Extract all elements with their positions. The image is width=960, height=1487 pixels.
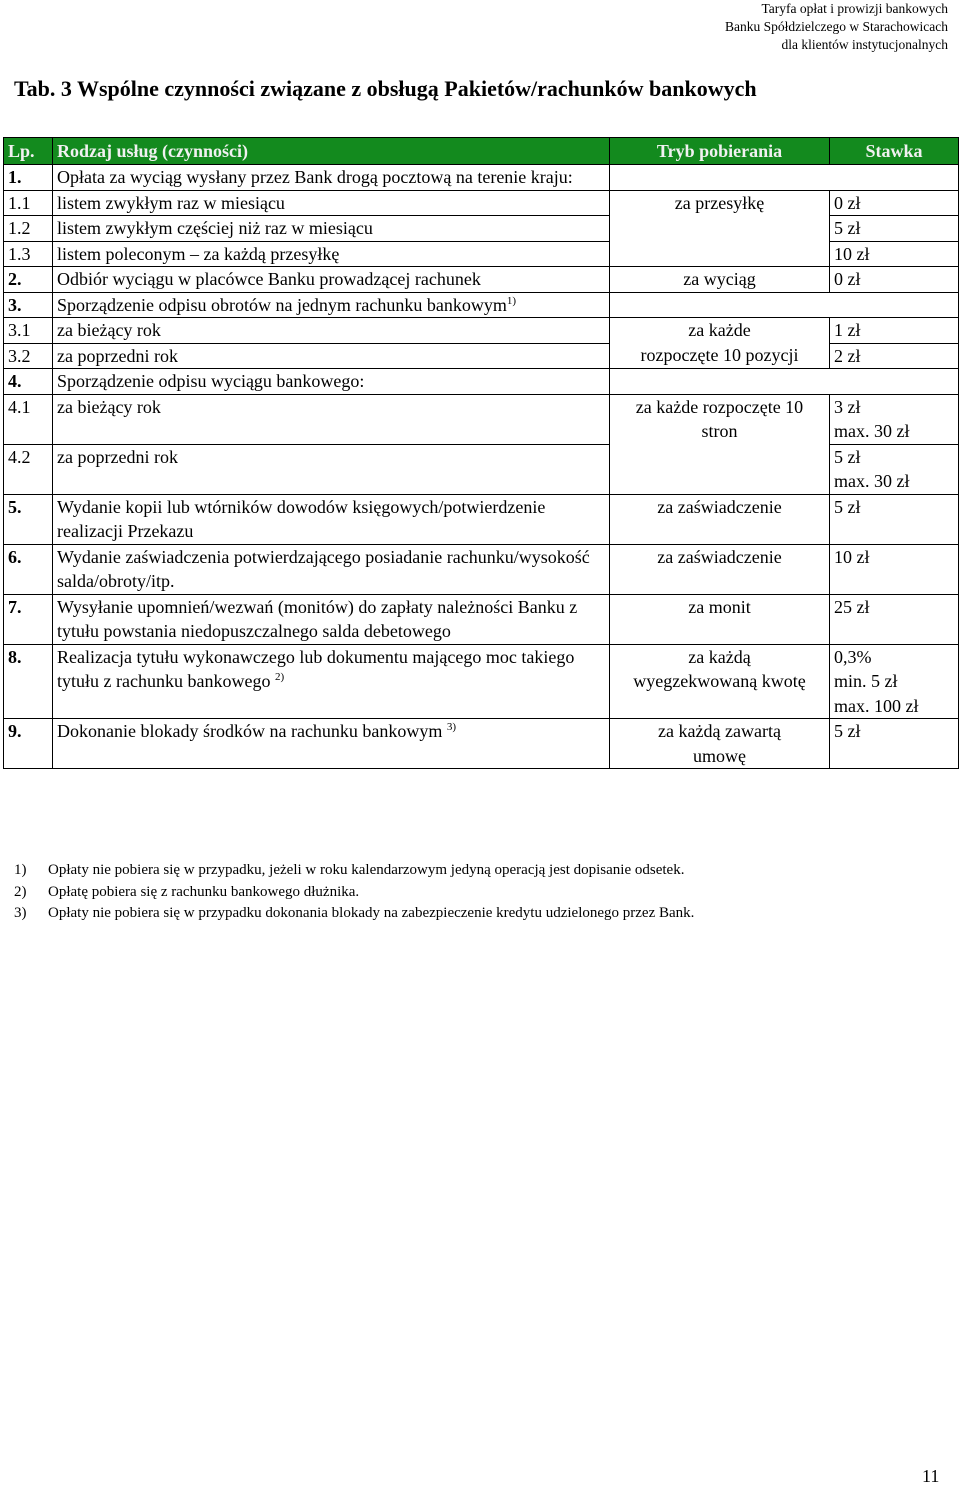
- table-row: [4, 544, 959, 594]
- row-lp: 9.: [4, 719, 53, 769]
- row-mode: za monit: [610, 594, 830, 644]
- row-lp: 3.1: [4, 318, 53, 344]
- row-rate: 25 zł: [830, 594, 959, 644]
- header-mode: Tryb pobierania: [610, 138, 830, 165]
- table-row: [4, 165, 959, 191]
- rate-line: max. 100 zł: [834, 695, 919, 716]
- row-mode: za każdą wyegzekwowaną kwotę: [610, 644, 830, 719]
- row-desc: Wydanie kopii lub wtórników dowodów księgowych/potwierdzenie realizacji Przekazu: [53, 494, 610, 544]
- row-desc: [53, 719, 610, 769]
- footnote-key: 2): [14, 883, 27, 900]
- footnote-ref: 2): [274, 671, 285, 683]
- row-lp: 1.2: [4, 216, 53, 242]
- header-service: Rodzaj usług (czynności): [53, 138, 610, 165]
- row-lp: 7.: [4, 594, 53, 644]
- row-lp: 3.2: [4, 343, 53, 369]
- row-empty: [610, 165, 959, 191]
- row-mode-line: rozpoczęte 10 pozycji: [640, 344, 799, 365]
- footnote: [14, 860, 694, 882]
- header-line-2: Banku Spółdzielczego w Starachowicach: [724, 19, 948, 34]
- row-rate: [830, 394, 959, 444]
- footnote-ref: 1): [506, 294, 517, 307]
- row-mode: za przesyłkę: [610, 190, 830, 267]
- table-row: [4, 594, 959, 644]
- footnote: [14, 903, 694, 925]
- rate-line: min. 5 zł: [834, 671, 898, 691]
- table-row: [4, 292, 959, 318]
- row-desc: listem zwykłym częściej niż raz w miesiącu: [53, 216, 610, 242]
- row-rate: 5 zł: [830, 216, 959, 242]
- row-lp: 4.: [4, 369, 53, 395]
- row-rate: 1 zł: [830, 318, 959, 344]
- table-row: [4, 318, 959, 344]
- row-lp: 2.: [4, 267, 53, 293]
- document-header: [725, 0, 948, 54]
- row-rate: 10 zł: [830, 241, 959, 267]
- row-desc: Odbiór wyciągu w placówce Banku prowadzącej rachunek: [53, 267, 610, 293]
- row-rate: 2 zł: [830, 343, 959, 369]
- table-row: [4, 644, 959, 719]
- footnote: [14, 882, 694, 904]
- row-lp: 1.1: [4, 190, 53, 216]
- row-lp: 8.: [4, 644, 53, 719]
- row-rate: 0 zł: [830, 267, 959, 293]
- header-line-1: Taryfa opłat i prowizji bankowych: [761, 1, 948, 16]
- footnote-text: Opłaty nie pobiera się w przypadku, jeżeli w roku kalendarzowym jedyną operacją jest dopisanie odsetek.: [48, 862, 685, 878]
- row-empty: [610, 292, 959, 318]
- row-rate: 5 zł: [830, 719, 959, 769]
- page-number: 11: [922, 1466, 940, 1486]
- row-desc-text: Sporządzenie odpisu obrotów na jednym rachunku bankowym: [57, 294, 507, 315]
- row-desc: Opłata za wyciąg wysłany przez Bank drogą pocztową na terenie kraju:: [53, 165, 610, 191]
- table-row: [4, 494, 959, 544]
- row-desc: Sporządzenie odpisu wyciągu bankowego:: [53, 369, 610, 395]
- row-empty: [610, 369, 959, 395]
- row-rate: 0 zł: [830, 190, 959, 216]
- row-desc: za bieżący rok: [53, 394, 610, 444]
- row-desc: listem zwykłym raz w miesiącu: [53, 190, 610, 216]
- table-header-row: [4, 138, 959, 165]
- rate-line: 5 zł: [834, 446, 861, 467]
- row-mode: [610, 318, 830, 369]
- rate-line: max. 30 zł: [834, 421, 910, 441]
- footnote-text: Opłaty nie pobiera się w przypadku dokonania blokady na zabezpieczenie kredytu udzielonego przez Bank.: [48, 905, 695, 921]
- header-line-3: dla klientów instytucjonalnych: [781, 37, 948, 52]
- row-mode: za zaświadczenie: [610, 544, 830, 594]
- row-rate: [830, 644, 959, 719]
- rate-line: max. 30 zł: [834, 471, 910, 491]
- row-mode: za wyciąg: [610, 267, 830, 293]
- row-lp: 1.3: [4, 241, 53, 267]
- row-lp: 4.2: [4, 444, 53, 494]
- fees-table: [3, 137, 959, 769]
- row-desc: za poprzedni rok: [53, 343, 610, 369]
- row-desc-text: Realizacja tytułu wykonawczego lub dokumentu mającego moc takiego tytułu z rachunku bankowego: [57, 646, 575, 691]
- row-rate: 10 zł: [830, 544, 959, 594]
- footnote-text: Opłatę pobiera się z rachunku bankowego dłużnika.: [48, 883, 360, 900]
- rate-line: 3 zł: [834, 396, 861, 417]
- row-desc: za poprzedni rok: [53, 444, 610, 494]
- row-rate: 5 zł: [830, 494, 959, 544]
- table-row: [4, 369, 959, 395]
- row-desc: [53, 644, 610, 719]
- row-desc: [53, 292, 610, 318]
- rate-line: 0,3%: [834, 646, 872, 667]
- row-lp: 6.: [4, 544, 53, 594]
- row-mode: za każdą zawartą umowę: [610, 719, 830, 769]
- header-rate: Stawka: [830, 138, 959, 165]
- row-lp: 1.: [4, 165, 53, 191]
- row-desc-text: Dokonanie blokady środków na rachunku bankowym: [57, 721, 443, 741]
- row-desc: za bieżący rok: [53, 318, 610, 344]
- footnote-key: 3): [14, 905, 27, 921]
- row-lp: 4.1: [4, 394, 53, 444]
- table-row: [4, 719, 959, 769]
- footnotes: [14, 860, 694, 925]
- row-mode: za zaświadczenie: [610, 494, 830, 544]
- row-rate: [830, 444, 959, 494]
- row-mode-line: za każde: [688, 320, 751, 340]
- row-desc: listem poleconym – za każdą przesyłkę: [53, 241, 610, 267]
- footnote-ref: 3): [446, 721, 457, 733]
- row-lp: 5.: [4, 494, 53, 544]
- table-row: [4, 267, 959, 293]
- table-row: [4, 394, 959, 444]
- row-mode: za każde rozpoczęte 10 stron: [610, 394, 830, 494]
- table-title: Tab. 3 Wspólne czynności związane z obsługą Pakietów/rachunków bankowych: [14, 76, 757, 101]
- header-lp: Lp.: [4, 138, 53, 165]
- row-lp: 3.: [4, 292, 53, 318]
- table-row: [4, 190, 959, 216]
- row-desc: Wydanie zaświadczenia potwierdzającego posiadanie rachunku/wysokość salda/obroty/itp.: [53, 544, 610, 594]
- footnote-key: 1): [14, 862, 27, 878]
- row-desc: Wysyłanie upomnień/wezwań (monitów) do zapłaty należności Banku z tytułu powstania niedopuszczalnego salda debetowego: [53, 594, 610, 644]
